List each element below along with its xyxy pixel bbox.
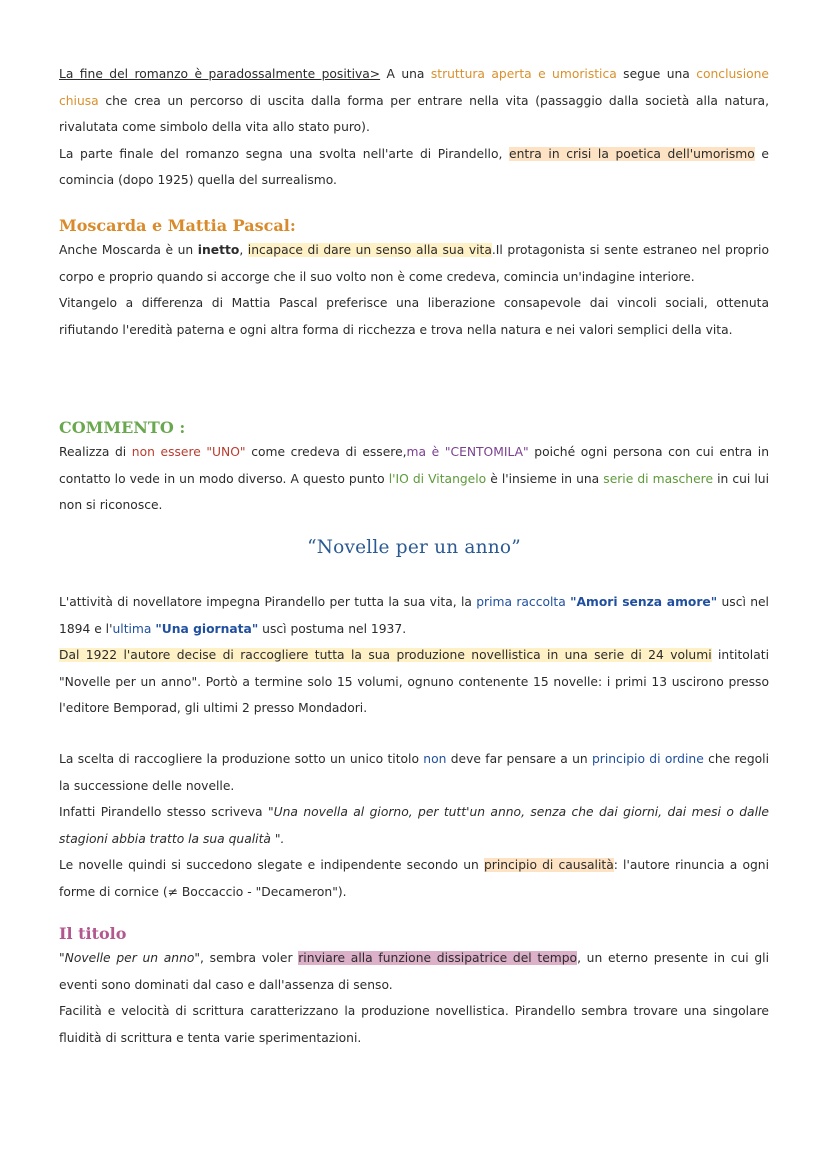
intro-paragraph-2: La parte finale del romanzo segna una svolta nell'arte di Pirandello, entra in crisi la poetica dell'umorismo e comincia (dopo 1925) quella del surrealismo.: [59, 146, 769, 187]
titolo-paragraph-2: Facilità e velocità di scrittura caratterizzano la produzione novellistica. Pirandello sembra trovare una singolare fluidità di scrittura e tenta varie sperimentazioni.: [59, 1004, 769, 1045]
novelle-paragraph-2: Dal 1922 l'autore decise di raccogliere tutta la sua produzione novellistica in una serie di 24 volumi intitolati "Novelle per un anno". Portò a termine solo 15 volumi, ognuno contenente 15 novelle: i primi 13 uscirono presso l'editore Bemporad, gli ultimi 2 presso Mondadori.: [59, 648, 769, 715]
commento-paragraph: Realizza di non essere "UNO" come credeva di essere,ma è "CENTOMILA" poiché ogni persona con cui entra in contatto lo vede in un modo diverso. A questo punto l'IO di Vitangelo è l'insieme in una serie di maschere in cui lui non si riconosce.: [59, 445, 769, 512]
novelle-paragraph-1: L'attività di novellatore impegna Pirandello per tutta la sua vita, la prima raccolta "Amori senza amore" uscì nel 1894 e l'ultima "Una giornata" uscì postuma nel 1937.: [59, 595, 769, 636]
underlined-lead: La fine del romanzo è paradossalmente positiva>: [59, 67, 381, 81]
novelle-paragraph-3: La scelta di raccogliere la produzione sotto un unico titolo non deve far pensare a un principio di ordine che regoli la successione delle novelle.: [59, 752, 770, 793]
keyword-struttura-aperta: struttura aperta e umoristica: [430, 67, 617, 81]
quote-pirandello: "Una novella al giorno, per tutt'un anno, senza che dai giorni, dai mesi o dalle stagioni abbia tratto la sua qualità ".: [59, 805, 769, 846]
keyword-una-giornata: "Una giornata": [155, 621, 259, 636]
moscarda-heading: Moscarda e Mattia Pascal:: [59, 216, 296, 235]
commento-heading: COMMENTO :: [59, 418, 186, 437]
keyword-serie-maschere: serie di maschere: [603, 471, 714, 486]
titolo-paragraph-1: "Novelle per un anno", sembra voler rinviare alla funzione dissipatrice del tempo, un eterno presente in cui gli eventi sono dominati dal caso e dall'assenza di senso.: [59, 951, 770, 992]
highlight-incapace: incapace di dare un senso alla sua vita: [247, 243, 492, 257]
keyword-principio-ordine: principio di ordine: [591, 752, 704, 766]
intro-paragraph-1: La fine del romanzo è paradossalmente positiva> A una struttura aperta e umoristica segue una conclusione chiusa che crea un percorso di uscita dalla forma per entrare nella vita (passaggio dalla società alla natura, rivalutata come simbolo della vita allo stato puro).: [59, 67, 769, 134]
highlight-crisi-umorismo: entra in crisi la poetica dell'umorismo: [509, 146, 755, 161]
titolo-heading: Il titolo: [59, 924, 127, 943]
keyword-inetto: inetto: [197, 243, 240, 257]
novelle-paragraph-5: Le novelle quindi si succedono slegate e indipendente secondo un principio di causalità: l'autore rinuncia a ogni forme di cornice (≠ Boccaccio - "Decameron").: [59, 858, 769, 899]
keyword-centomila: ma è "CENTOMILA": [406, 445, 529, 459]
keyword-io-vitangelo: l'IO di Vitangelo: [388, 471, 487, 486]
quote-title: "Novelle per un anno": [59, 951, 201, 965]
moscarda-paragraph-1: Anche Moscarda è un inetto, incapace di dare un senso alla sua vita.Il protagonista si sente estraneo nel proprio corpo e proprio quando si accorge che il suo volto non è come credeva, comincia un'indagine interiore.: [59, 243, 769, 284]
keyword-non-uno: non essere "UNO": [131, 445, 246, 459]
commento-section: [59, 417, 769, 519]
keyword-amori-senza-amore: "Amori senza amore": [570, 595, 718, 609]
novelle-title: “Novelle per un anno”: [307, 537, 521, 558]
moscarda-paragraph-2: Vitangelo a differenza di Mattia Pascal preferisce una liberazione consapevole dai vincoli sociali, ottenuta rifiutando l'eredità paterna e ogni altra forma di ricchezza e trova nella natura e nei valori semplici della vita.: [59, 296, 769, 337]
highlight-causalita: principio di causalità: [483, 858, 614, 872]
keyword-conclusione-chiusa: conclusione chiusa: [59, 67, 769, 108]
titolo-section: [59, 923, 769, 1051]
moscarda-section: [59, 215, 769, 343]
novelle-section-2: [59, 746, 769, 905]
novelle-section: [59, 589, 769, 722]
intro-section: [59, 61, 769, 194]
highlight-24-volumi: Dal 1922 l'autore decise di raccogliere tutta la sua produzione novellistica in una serie di 24 volumi: [59, 648, 712, 662]
highlight-dissipatrice: rinviare alla funzione dissipatrice del tempo: [298, 951, 578, 965]
keyword-non: non: [423, 752, 447, 766]
novelle-paragraph-4: Infatti Pirandello stesso scriveva "Una novella al giorno, per tutt'un anno, senza che dai giorni, dai mesi o dalle stagioni abbia tratto la sua qualità ".: [59, 805, 769, 846]
